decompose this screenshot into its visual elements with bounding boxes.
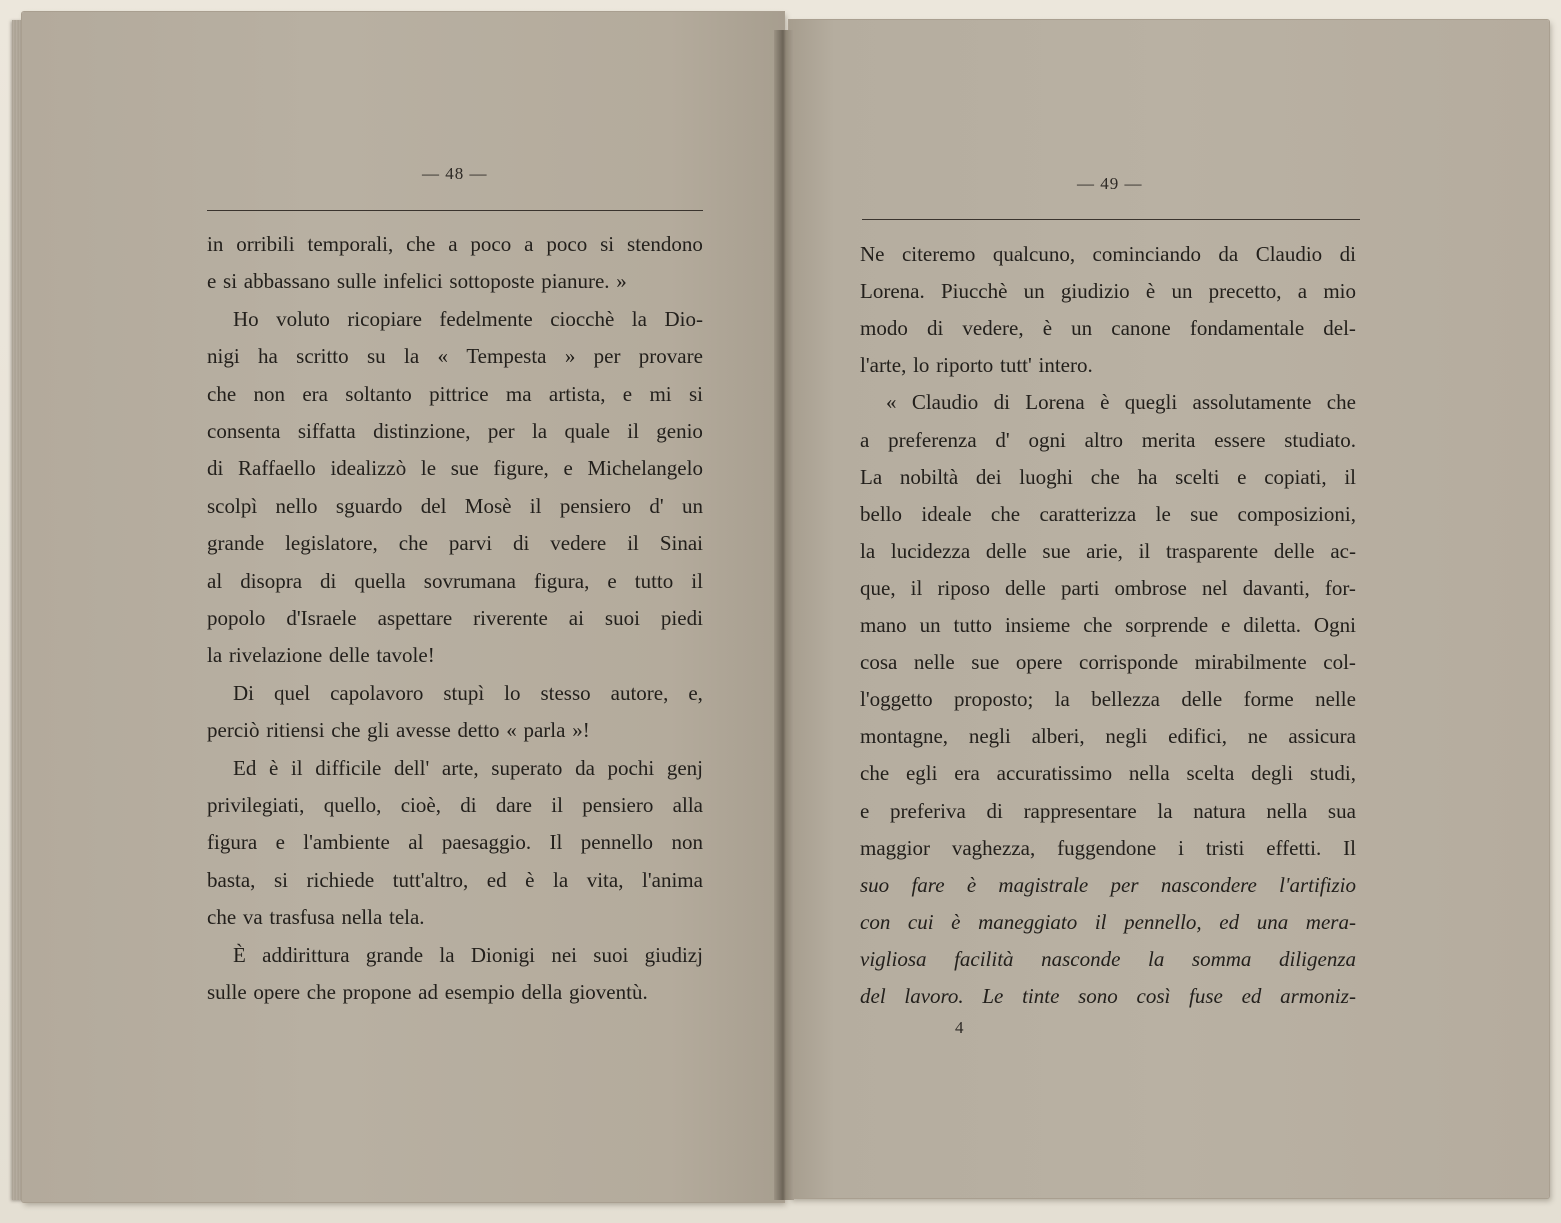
- text-line: e preferiva di rappresentare la natura nella sua: [860, 798, 1356, 823]
- signature-mark: 4: [955, 1018, 964, 1037]
- text-line: l'arte, lo riporto tutt' intero.: [860, 353, 1093, 378]
- text-line: maggior vaghezza, fuggendone i tristi effetti. Il: [860, 835, 1356, 860]
- text-line: Ed è il difficile dell' arte, superato da pochi genj: [233, 755, 703, 780]
- text-line: nigi ha scritto su la « Tempesta » per provare: [207, 344, 703, 369]
- right-page-text: [860, 242, 1356, 1022]
- text-line: e si abbassano sulle infelici sottoposte pianure. »: [207, 269, 627, 294]
- text-line: È addirittura grande la Dionigi nei suoi giudizj: [233, 942, 703, 967]
- text-line: di Raffaello idealizzò le sue figure, e Michelangelo: [207, 456, 703, 481]
- text-line: basta, si richiede tutt'altro, ed è la vita, l'anima: [207, 867, 703, 892]
- left-page-text: [207, 232, 703, 1012]
- text-line: modo di vedere, è un canone fondamentale del-: [860, 316, 1356, 341]
- text-line: Di quel capolavoro stupì lo stesso autore, e,: [233, 680, 703, 705]
- book-gutter: [774, 30, 794, 1200]
- text-line: que, il riposo delle parti ombrose nel davanti, for-: [860, 575, 1356, 600]
- text-line: mano un tutto insieme che sorprende e diletta. Ogni: [860, 613, 1356, 637]
- text-line: Lorena. Piucchè un giudizio è un precetto, a mio: [860, 279, 1356, 304]
- text-line: suo fare è magistrale per nascondere l'artifizio: [860, 872, 1356, 897]
- left-header-rule: [207, 210, 703, 211]
- text-line: in orribili temporali, che a poco a poco si stendono: [207, 232, 703, 256]
- text-line: « Claudio di Lorena è quegli assolutamente che: [886, 390, 1356, 415]
- text-line: sulle opere che propone ad esempio della gioventù.: [207, 980, 648, 1004]
- text-line: privilegiati, quello, cioè, di dare il pensiero alla: [207, 793, 703, 817]
- text-line: a preferenza d' ogni altro merita essere studiato.: [860, 427, 1356, 452]
- text-line: bello ideale che caratterizza le sue composizioni,: [860, 501, 1356, 526]
- text-line: La nobiltà dei luoghi che ha scelti e copiati, il: [860, 464, 1356, 489]
- text-line: vigliosa facilità nasconde la somma diligenza: [860, 946, 1356, 971]
- text-line: grande legislatore, che parvi di vedere il Sinai: [207, 531, 703, 556]
- text-line: con cui è maneggiato il pennello, ed una mera-: [860, 909, 1356, 934]
- text-line: la lucidezza delle sue arie, il trasparente delle ac-: [860, 538, 1356, 563]
- text-line: scolpì nello sguardo del Mosè il pensiero d' un: [207, 493, 703, 518]
- text-line: che va trasfusa nella tela.: [207, 905, 425, 930]
- text-line: al disopra di quella sovrumana figura, e tutto il: [207, 568, 703, 593]
- left-page-number: — 48 —: [422, 164, 488, 183]
- text-line: Ho voluto ricopiare fedelmente ciocchè la Dio-: [233, 306, 703, 331]
- text-line: l'oggetto proposto; la bellezza delle forme nelle: [860, 687, 1356, 712]
- text-line: cosa nelle sue opere corrisponde mirabilmente col-: [860, 650, 1356, 675]
- text-line: montagne, negli alberi, negli edifici, ne assicura: [860, 724, 1356, 749]
- text-line: perciò ritiensi che gli avesse detto « parla »!: [207, 718, 590, 743]
- text-line: che egli era accuratissimo nella scelta degli studi,: [860, 761, 1356, 786]
- text-line: popolo d'Israele aspettare riverente ai suoi piedi: [207, 606, 703, 630]
- text-line: Ne citeremo qualcuno, cominciando da Claudio di: [860, 242, 1356, 266]
- text-line: consenta siffatta distinzione, per la quale il genio: [207, 419, 703, 443]
- right-header-rule: [862, 219, 1360, 220]
- text-line: la rivelazione delle tavole!: [207, 643, 435, 668]
- text-line: che non era soltanto pittrice ma artista, e mi si: [207, 381, 703, 406]
- text-line: del lavoro. Le tinte sono così fuse ed armoniz-: [860, 984, 1356, 1008]
- right-page-number: — 49 —: [1077, 174, 1143, 193]
- text-line: figura e l'ambiente al paesaggio. Il pennello non: [207, 830, 703, 855]
